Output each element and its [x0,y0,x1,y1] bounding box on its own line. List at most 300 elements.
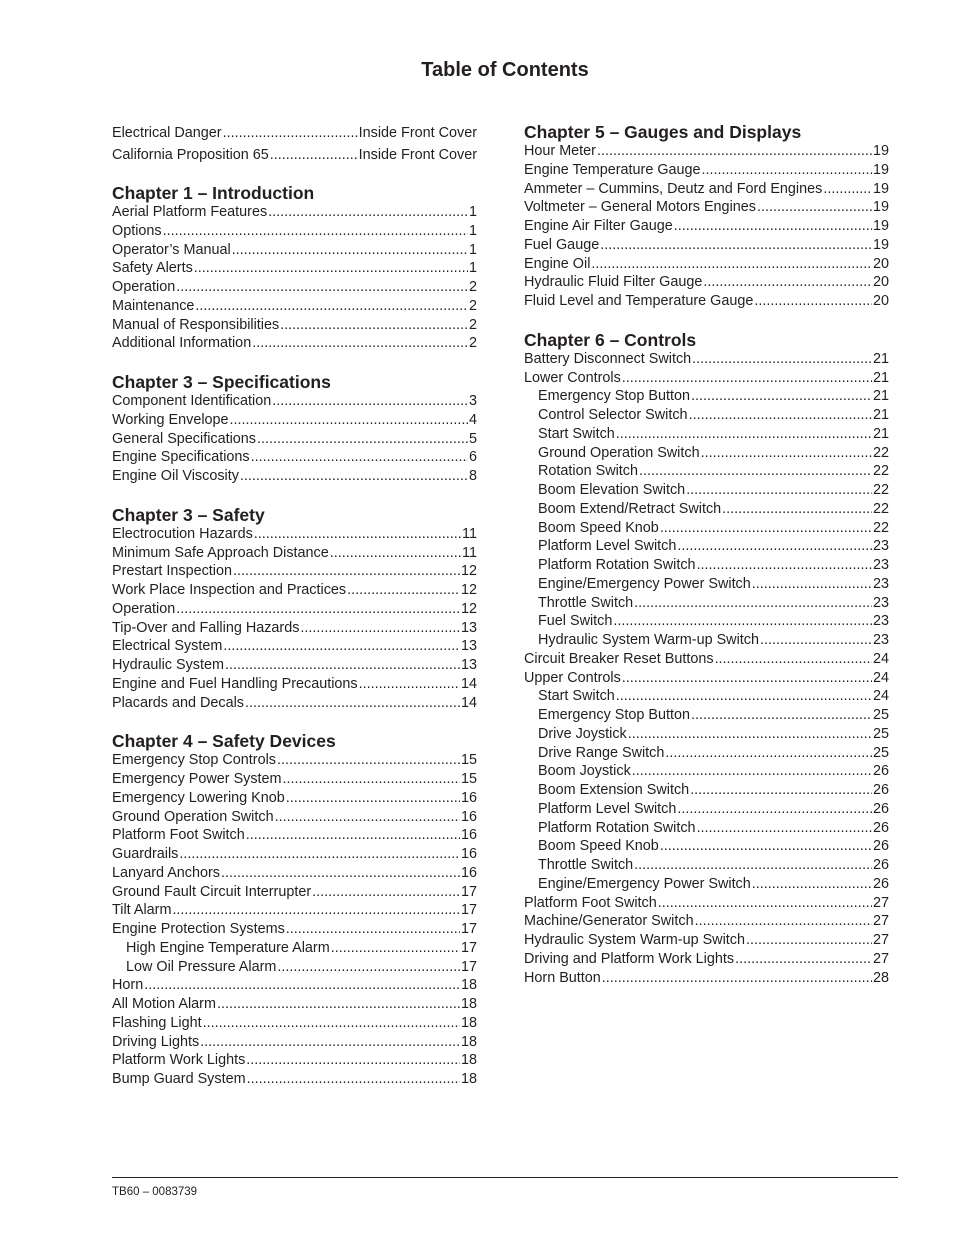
dot-leader [752,575,872,594]
toc-entry-page: 26 [872,782,889,798]
dot-leader [247,1070,460,1089]
toc-entry-page: 25 [872,725,889,742]
toc-entry-title: Platform Rotation Switch [538,819,696,836]
toc-entry[interactable] [112,770,477,789]
dot-leader [270,144,358,166]
toc-entry-page: 19 [872,236,889,253]
dot-leader [223,637,460,656]
chapter-heading[interactable]: Chapter 1 – Introduction [112,183,315,203]
toc-entry[interactable] [112,278,477,297]
toc-entry[interactable] [112,122,477,144]
dot-leader [312,883,460,902]
toc-entry-title: Start Switch [538,425,615,442]
dot-leader [200,1033,460,1052]
toc-entry-title: General Specifications [112,430,256,447]
toc-entry-page: 2 [468,335,477,352]
toc-entry[interactable] [524,781,889,800]
toc-entry[interactable] [112,448,477,467]
toc-entry[interactable] [524,594,889,613]
toc-entry-title: Hour Meter [524,143,596,159]
toc-entry[interactable] [112,203,477,222]
toc-entry[interactable] [524,969,889,988]
toc-entry[interactable] [524,762,889,781]
toc-entry-title: Electrocution Hazards [112,525,253,542]
toc-entry[interactable] [524,255,889,274]
toc-entry-page: 20 [872,274,889,291]
toc-entry-title: Tip-Over and Falling Hazards [112,619,300,636]
toc-entry[interactable] [524,950,889,969]
dot-leader [691,706,872,725]
dot-leader [179,845,460,864]
toc-entry[interactable] [112,525,477,544]
toc-entry-page: 18 [460,1014,477,1031]
toc-entry-title: Hydraulic Fluid Filter Gauge [524,274,703,291]
toc-entry-page: 15 [460,752,477,769]
toc-entry[interactable] [112,334,477,353]
front-matter [112,122,477,166]
toc-entry[interactable] [112,600,477,619]
toc-entry-title: Safety Alerts [112,260,193,277]
dot-leader [230,411,468,430]
toc-entry-title: Platform Level Switch [538,800,677,817]
toc-entry[interactable] [524,236,889,255]
toc-entry[interactable] [524,556,889,575]
toc-entry-title: Engine Oil Viscosity [112,468,239,484]
toc-entry-title: Horn Button [524,969,601,986]
toc-entry-page: 27 [872,913,889,930]
toc-entry[interactable] [524,612,889,631]
toc-entry-title: Engine/Emergency Power Switch [538,875,751,892]
toc-entry-title: Platform Foot Switch [112,827,245,844]
toc-entry[interactable] [524,500,889,519]
toc-entry-title: Ground Operation Switch [538,444,700,461]
toc-entry-title: Hydraulic System Warm-up Switch [538,632,759,648]
dot-leader [597,142,872,161]
toc-entry[interactable] [112,939,477,958]
dot-leader [283,770,460,789]
toc-entry-title: Boom Speed Knob [538,838,659,855]
toc-entry[interactable] [524,800,889,819]
dot-leader [275,808,460,827]
toc-entry-page: 20 [872,293,889,309]
toc-entry[interactable] [112,789,477,808]
toc-entry-title: Operation [112,600,176,617]
toc-entry-page: 25 [872,744,889,761]
left-column [112,122,477,1108]
toc-entry-page: 21 [872,369,889,386]
toc-entry-page: 22 [872,500,889,517]
toc-section [112,183,477,353]
toc-entry-page: 18 [460,996,477,1012]
dot-leader [246,826,460,845]
toc-entry-page: 11 [462,544,477,561]
dot-leader [277,958,460,977]
toc-entry-title: Tilt Alarm [112,902,172,919]
toc-entry-title: Boom Speed Knob [538,519,659,536]
toc-entry-page: 17 [460,883,477,900]
toc-entry-title: Component Identification [112,393,272,409]
toc-entry[interactable] [112,392,477,411]
toc-entry[interactable] [112,467,477,486]
toc-entry-title: Manual of Responsibilities [112,316,280,333]
toc-entry-page: 21 [872,388,889,405]
toc-entry-title: Low Oil Pressure Alarm [126,958,277,975]
dot-leader [286,920,460,939]
toc-entry-page: 13 [460,638,477,655]
toc-entry[interactable] [112,411,477,430]
toc-entry-title: Prestart Inspection [112,563,232,580]
toc-entry-title: Voltmeter – General Motors Engines [524,199,756,216]
toc-entry-title: Engine Oil [524,255,591,272]
toc-entry[interactable] [524,931,889,950]
toc-entry-page: 27 [872,932,889,948]
dot-leader [245,694,460,713]
dot-leader [757,198,872,217]
dot-leader [240,467,468,486]
toc-entry[interactable] [524,894,889,913]
toc-entry-title: Operator’s Manual [112,241,231,258]
toc-entry[interactable] [112,808,477,827]
dot-leader [172,901,460,920]
toc-entry-title: Machine/Generator Switch [524,913,694,930]
toc-entry[interactable] [112,581,477,600]
dot-leader [600,236,872,255]
toc-entry[interactable] [524,425,889,444]
dot-leader [272,392,468,411]
toc-entry-page: Inside Front Cover [358,125,477,141]
toc-entry[interactable] [112,241,477,260]
toc-entry[interactable] [524,631,889,650]
dot-leader [286,789,460,808]
toc-entry[interactable] [112,675,477,694]
toc-section [112,731,477,1089]
toc-entry-page: 27 [872,950,889,967]
toc-entry-page: 16 [460,846,477,862]
toc-entry-title: Boom Extend/Retract Switch [538,500,722,517]
toc-entry-page: 22 [872,482,889,498]
toc-entry[interactable] [524,856,889,875]
toc-entry-page: 26 [872,763,889,780]
toc-entry-page: 17 [460,958,477,975]
toc-entry-page: 26 [872,857,889,873]
toc-entry-page: 2 [468,279,477,295]
right-sections [524,122,889,987]
toc-entry-title: Fuel Switch [538,613,613,630]
toc-entry-page: 27 [872,894,889,911]
toc-entry[interactable] [524,912,889,931]
toc-section [524,330,889,988]
toc-section [112,505,477,713]
toc-entry[interactable] [524,273,889,292]
dot-leader [616,687,872,706]
toc-entry[interactable] [524,744,889,763]
dot-leader [746,931,872,950]
dot-leader [268,203,468,222]
toc-entry-page: 16 [460,864,477,881]
toc-entry-title: Fluid Level and Temperature Gauge [524,293,754,309]
dot-leader [677,800,872,819]
toc-entry-page: 3 [468,393,477,409]
toc-entry[interactable] [112,1051,477,1070]
dot-leader [331,939,460,958]
toc-entry[interactable] [112,920,477,939]
toc-entry-title: Platform Level Switch [538,538,677,555]
dot-leader [660,519,872,538]
dot-leader [194,259,468,278]
page-title: Table of Contents [421,59,589,81]
toc-entry-page: 12 [460,563,477,580]
toc-entry-title: Additional Information [112,335,252,352]
toc-entry-title: Operation [112,279,176,295]
toc-entry-title: Drive Range Switch [538,744,665,761]
toc-entry-title: Platform Rotation Switch [538,557,696,573]
toc-entry[interactable] [112,845,477,864]
toc-entry[interactable] [112,864,477,883]
dot-leader [697,819,872,838]
toc-entry-title: Lower Controls [524,369,621,386]
toc-entry[interactable] [112,656,477,675]
toc-entry[interactable] [112,1070,477,1089]
toc-entry-title: Hydraulic System [112,657,224,673]
dot-leader [257,430,468,449]
toc-entry-title: Bump Guard System [112,1071,246,1087]
dot-leader [632,762,872,781]
toc-entry-title: Platform Foot Switch [524,894,657,911]
toc-entry-page: 5 [468,430,477,447]
toc-entry[interactable] [524,725,889,744]
toc-entry-page: 12 [460,600,477,617]
toc-entry-page: 21 [872,425,889,442]
toc-entry-title: Hydraulic System Warm-up Switch [524,932,745,948]
toc-entry-page: 18 [460,1071,477,1087]
dot-leader [752,875,872,894]
toc-entry-page: 14 [460,694,477,711]
toc-entry[interactable] [112,694,477,713]
toc-entry[interactable] [112,1033,477,1052]
chapter-heading[interactable]: Chapter 6 – Controls [524,329,697,350]
toc-entry[interactable] [112,430,477,449]
dot-leader [217,995,460,1014]
toc-entry-page: 17 [460,939,477,956]
toc-entry[interactable] [112,901,477,920]
toc-entry-title: All Motion Alarm [112,996,216,1012]
dot-leader [658,894,872,913]
document-code: TB60 – 0083739 [112,1186,198,1198]
toc-entry-title: Upper Controls [524,669,621,686]
chapter-heading[interactable]: Chapter 4 – Safety Devices [112,731,336,752]
toc-entry[interactable] [524,142,889,161]
chapter-heading[interactable]: Chapter 3 – Specifications [112,372,331,392]
dot-leader [823,180,872,199]
toc-entry-page: 19 [872,180,889,197]
toc-entry[interactable] [524,198,889,217]
toc-entry[interactable] [524,650,889,669]
toc-entry-title: Platform Work Lights [112,1052,246,1069]
toc-entry-title: Working Envelope [112,411,229,428]
toc-entry[interactable] [524,669,889,688]
toc-entry[interactable] [524,444,889,463]
toc-entry-page: 24 [872,688,889,705]
toc-entry-title: Emergency Stop Button [538,388,690,405]
toc-entry[interactable] [524,462,889,481]
toc-entry-page: 1 [468,260,477,277]
toc-entry-page: 15 [460,771,477,787]
dot-leader [715,650,872,669]
toc-entry-title: Ground Fault Circuit Interrupter [112,883,312,900]
dot-leader [703,273,872,292]
toc-entry[interactable] [112,958,477,977]
toc-entry[interactable] [112,544,477,563]
toc-entry[interactable] [112,826,477,845]
toc-entry-page: 1 [468,204,477,220]
toc-entry-page: 14 [460,675,477,692]
dot-leader [622,369,872,388]
toc-entry-page: 12 [460,582,477,598]
toc-entry[interactable] [112,562,477,581]
toc-entry-page: 23 [872,557,889,573]
toc-entry[interactable] [524,575,889,594]
toc-entry-title: Battery Disconnect Switch [524,350,692,367]
toc-entry-title: Engine/Emergency Power Switch [538,575,751,592]
toc-entry[interactable] [524,481,889,500]
toc-entry-title: Engine Protection Systems [112,921,285,937]
toc-entry[interactable] [112,637,477,656]
toc-entry[interactable] [524,217,889,236]
dot-leader [280,316,468,335]
toc-entry[interactable] [524,350,889,369]
toc-entry[interactable] [112,751,477,770]
toc-entry[interactable] [112,297,477,316]
toc-entry-title: Emergency Stop Button [538,707,690,723]
dot-leader [176,600,460,619]
toc-entry-title: Drive Joystick [538,725,627,742]
dot-leader [701,444,872,463]
toc-entry[interactable] [524,387,889,406]
dot-leader [359,675,460,694]
dot-leader [233,562,460,581]
toc-entry[interactable] [112,222,477,241]
dot-leader [347,581,460,600]
toc-entry[interactable] [524,292,889,311]
toc-entry-title: Maintenance [112,297,195,314]
toc-entry-page: 8 [468,468,477,484]
dot-leader [591,255,872,274]
toc-entry[interactable] [524,706,889,725]
toc-entry-page: 4 [468,411,477,428]
toc-entry[interactable] [112,144,477,166]
toc-entry-page: 24 [872,650,889,667]
dot-leader [691,387,872,406]
toc-entry[interactable] [524,537,889,556]
toc-entry-title: Work Place Inspection and Practices [112,582,347,598]
dot-leader [674,217,872,236]
toc-entry-page: 19 [872,161,889,178]
toc-entry-page: 17 [460,902,477,919]
toc-entry[interactable] [112,883,477,902]
chapter-heading[interactable]: Chapter 3 – Safety [112,504,265,525]
dot-leader [639,462,872,481]
toc-entry[interactable] [112,619,477,638]
dot-leader [251,448,468,467]
dot-leader [330,544,461,563]
chapter-heading[interactable]: Chapter 5 – Gauges and Displays [524,122,802,142]
toc-entry[interactable] [524,369,889,388]
toc-entry[interactable] [524,406,889,425]
toc-entry-page: 1 [468,241,477,258]
dot-leader [221,864,460,883]
toc-entry-page: 26 [872,838,889,855]
toc-entry[interactable] [524,687,889,706]
toc-entry-title: Engine and Fuel Handling Precautions [112,675,358,692]
toc-entry-title: California Proposition 65 [112,147,269,163]
toc-entry-title: Lanyard Anchors [112,864,220,881]
toc-entry-page: 22 [872,444,889,461]
dot-leader [665,744,872,763]
toc-entry[interactable] [112,316,477,335]
toc-entry-page: 6 [468,449,477,466]
toc-entry[interactable] [524,875,889,894]
toc-entry-title: Flashing Light [112,1014,202,1031]
left-sections [112,183,477,1089]
toc-entry-page: 18 [460,1052,477,1069]
dot-leader [692,350,872,369]
dot-leader [163,222,468,241]
toc-entry[interactable] [524,519,889,538]
toc-entry[interactable] [524,819,889,838]
toc-entry-page: 21 [872,350,889,367]
toc-entry[interactable] [524,180,889,199]
toc-entry-page: 19 [872,199,889,216]
dot-leader [702,161,872,180]
dot-leader [689,406,872,425]
dot-leader [686,481,872,500]
toc-entry-title: Boom Extension Switch [538,782,690,798]
toc-entry[interactable] [524,161,889,180]
toc-entry-title: Ground Operation Switch [112,808,274,825]
toc-entry-title: Boom Elevation Switch [538,482,686,498]
toc-entry-title: Placards and Decals [112,694,244,711]
dot-leader [602,969,872,988]
toc-entry-title: Emergency Lowering Knob [112,789,285,806]
toc-entry[interactable] [112,976,477,995]
toc-entry-page: 17 [460,921,477,937]
toc-entry-page: 23 [872,613,889,630]
toc-entry-title: Electrical System [112,638,223,655]
toc-entry[interactable] [112,259,477,278]
toc-entry-page: 22 [872,519,889,536]
toc-entry-page: 2 [468,316,477,333]
toc-entry-page: 28 [872,969,889,986]
toc-entry[interactable] [112,995,477,1014]
toc-entry[interactable] [524,837,889,856]
toc-entry-title: Guardrails [112,846,179,862]
dot-leader [660,837,872,856]
toc-entry-title: Rotation Switch [538,463,638,480]
dot-leader [754,292,872,311]
toc-entry-page: 26 [872,819,889,836]
toc-entry-page: 24 [872,669,889,686]
dot-leader [697,556,872,575]
toc-section [524,122,889,311]
dot-leader [246,1051,460,1070]
toc-entry-title: Control Selector Switch [538,407,688,423]
toc-entry-page: 16 [460,808,477,825]
toc-entry-page: 16 [460,827,477,844]
dot-leader [144,976,460,995]
dot-leader [628,725,872,744]
toc-entry-page: 11 [462,525,477,542]
toc-entry[interactable] [112,1014,477,1033]
